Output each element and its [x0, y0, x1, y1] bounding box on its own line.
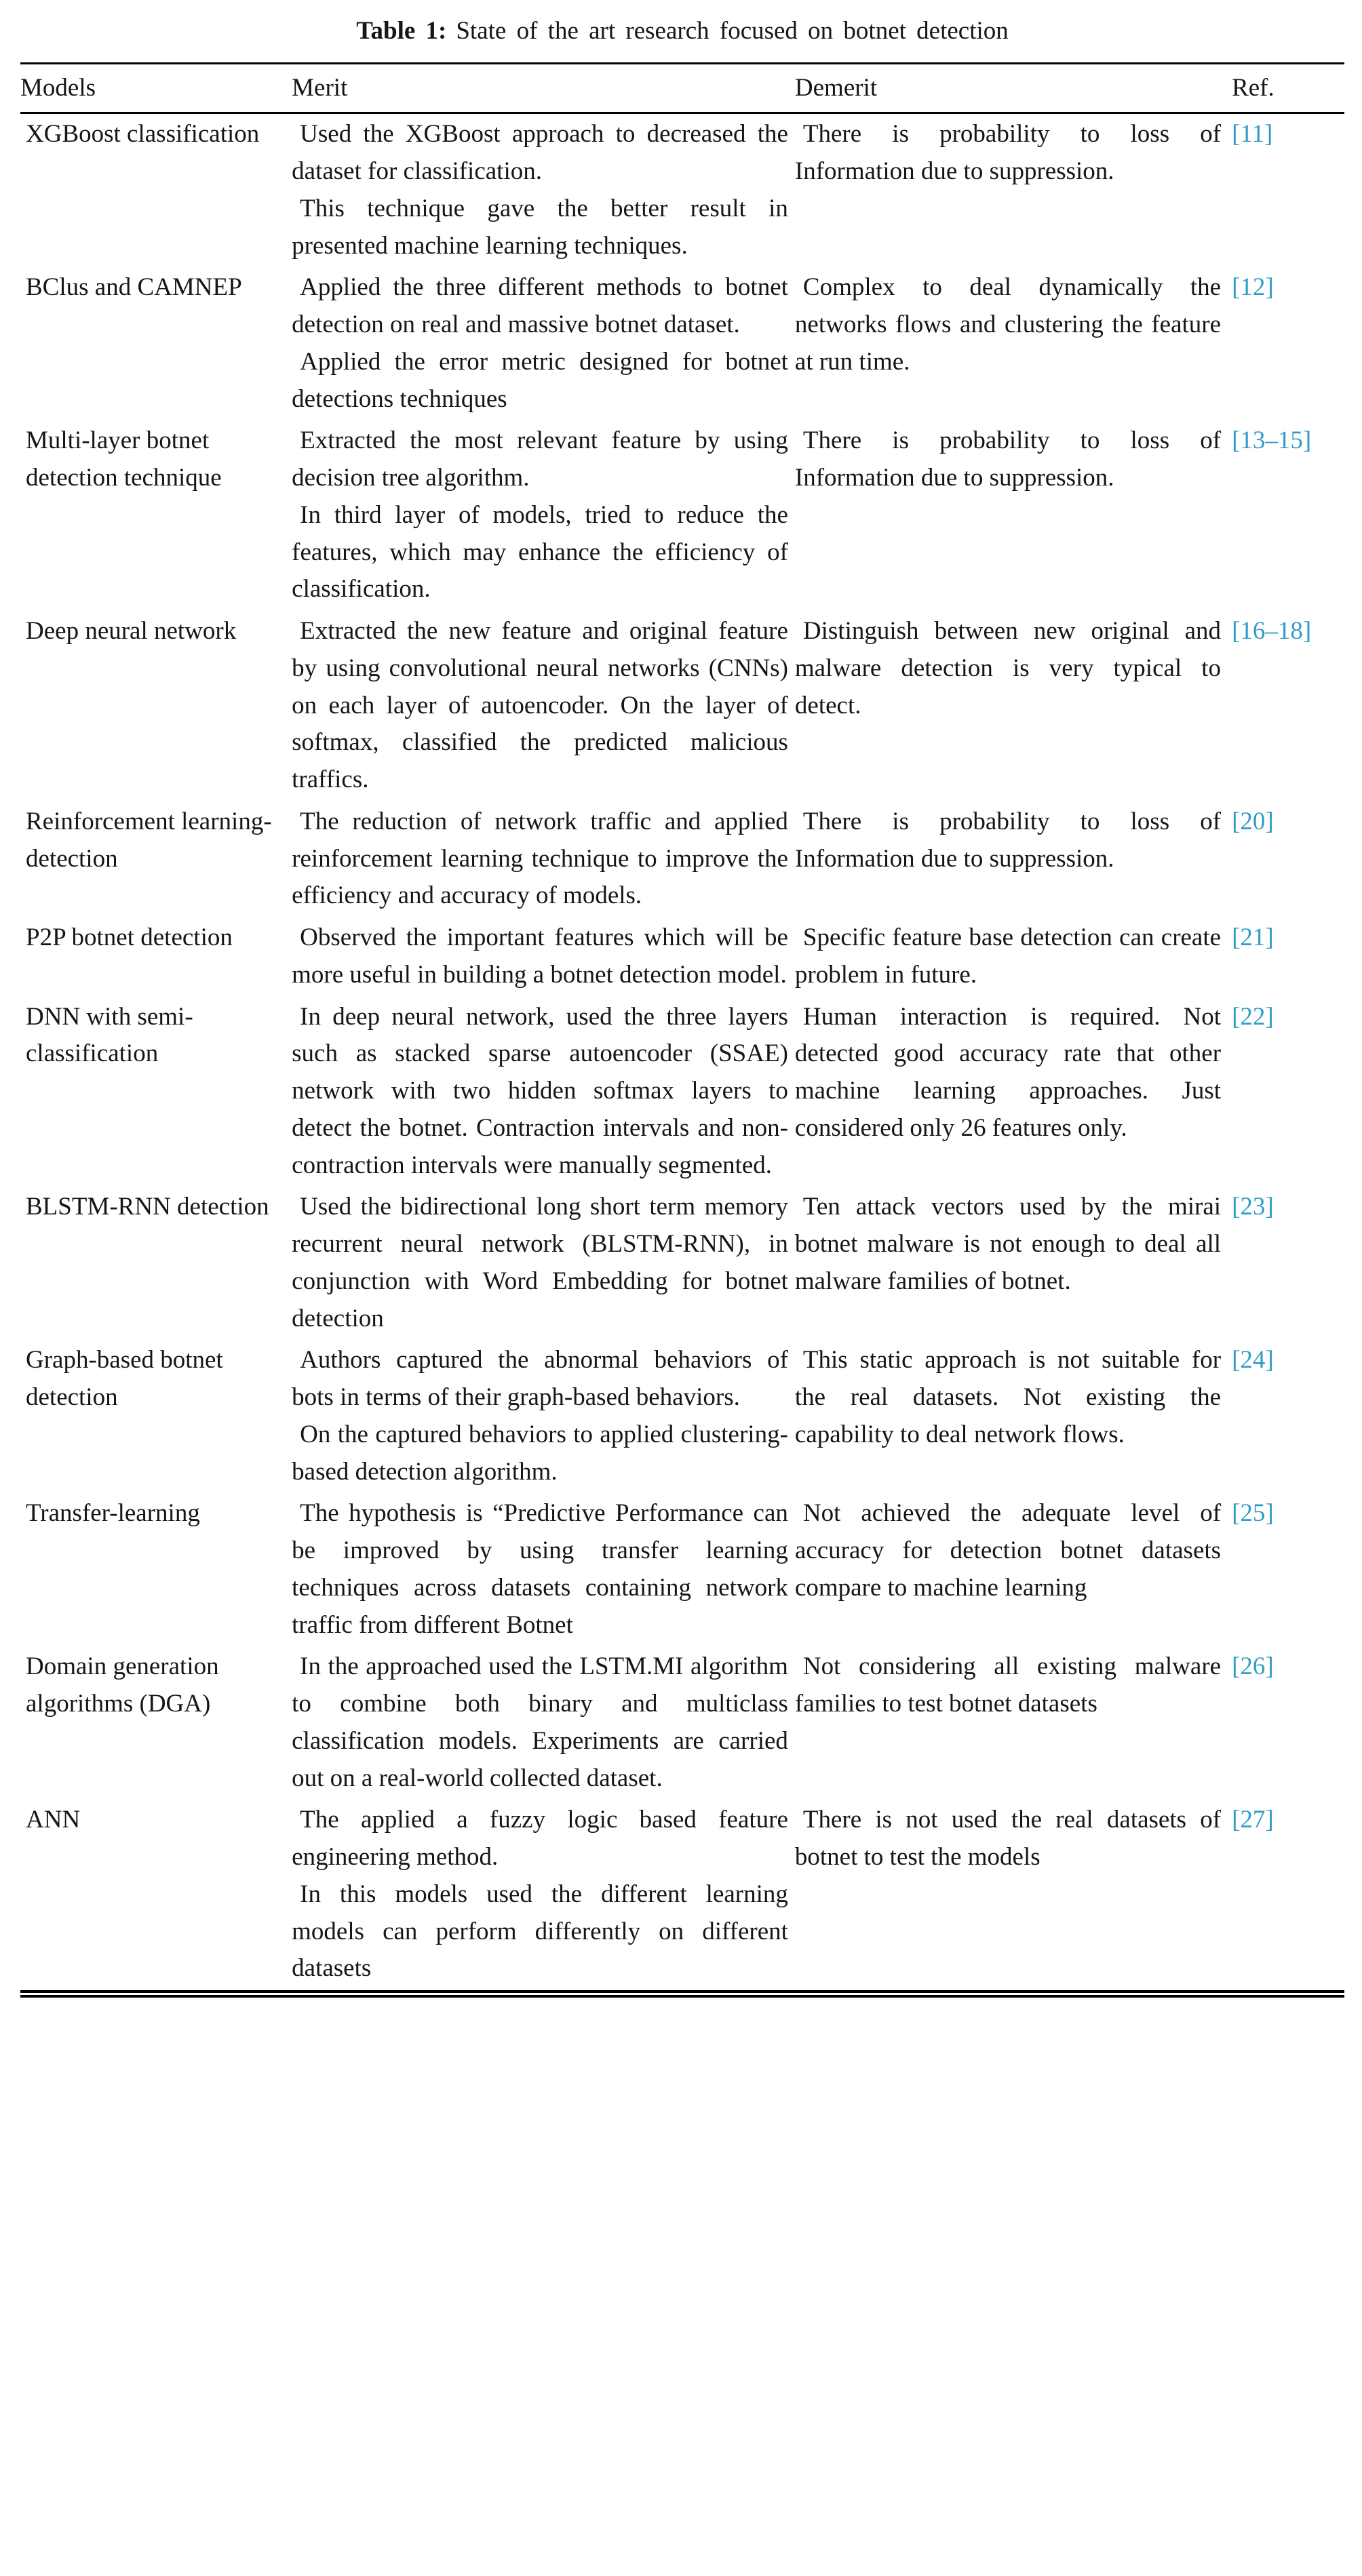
- table-head: [20, 64, 1344, 113]
- model-cell: P2P botnet detection: [26, 924, 233, 952]
- merit-paragraph: Used the bidirectional long short term memory recurrent neural network (BLSTM-RNN), in conjunction with Word Embedding for botnet detection: [292, 1193, 788, 1332]
- demerit-paragraph: There is probability to loss of Information due to suppression.: [794, 427, 1222, 492]
- merit-cell: [292, 997, 795, 1187]
- demerit-paragraph: Not considering all existing malware families to test botnet datasets: [794, 1652, 1222, 1718]
- demerit-paragraph: Human interaction is required. Not detected good accuracy rate that other machine learning approaches. Just considered only 26 features only.: [794, 1002, 1222, 1142]
- ref-cell: [1232, 1646, 1344, 1800]
- table-row: [20, 997, 1344, 1187]
- merit-paragraph: Extracted the most relevant feature by using decision tree algorithm.: [292, 427, 788, 492]
- merit-paragraph: This technique gave the better result in presented machine learning techniques.: [292, 194, 788, 260]
- demerit-paragraph: Ten attack vectors used by the mirai botnet malware is not enough to deal all malware families of botnet.: [794, 1193, 1222, 1295]
- table-row: [20, 801, 1344, 917]
- citation-link[interactable]: [20]: [1232, 807, 1274, 835]
- merit-cell: [292, 420, 795, 611]
- demerit-paragraph: Not achieved the adequate level of accuracy for detection botnet datasets compare to machine learning: [794, 1499, 1222, 1602]
- citation-link[interactable]: [16–18]: [1232, 617, 1312, 646]
- demerit-paragraph: Complex to deal dynamically the networks flows and clustering the feature at run time.: [794, 273, 1222, 376]
- model-cell: Transfer-learning: [26, 1499, 200, 1528]
- table-row: [20, 611, 1344, 801]
- demerit-cell: [795, 267, 1232, 420]
- citation-link[interactable]: [13–15]: [1232, 427, 1312, 455]
- merit-paragraph: Authors captured the abnormal behaviors of bots in terms of their graph-based behaviors.: [292, 1346, 788, 1412]
- demerit-cell: [795, 611, 1232, 801]
- citation-link[interactable]: [22]: [1232, 1002, 1274, 1031]
- citation-link[interactable]: [27]: [1232, 1806, 1274, 1834]
- merit-paragraph: In this models used the different learning models can perform differently on different datasets: [292, 1880, 788, 1983]
- ref-cell: [1232, 113, 1344, 268]
- model-cell: BLSTM-RNN detection: [26, 1193, 269, 1221]
- merit-cell: [292, 1187, 795, 1340]
- col-header-models: Models: [20, 64, 292, 113]
- merit-paragraph: In deep neural network, used the three layers such as stacked sparse autoencoder (SSAE) network with two hidden softmax layers to detect the botnet. Contraction intervals and non-contraction intervals were manually segmented.: [292, 1002, 788, 1179]
- table-body: [20, 113, 1344, 1994]
- table-row: [20, 1646, 1344, 1800]
- citation-link[interactable]: [24]: [1232, 1346, 1274, 1374]
- model-cell: BClus and CAMNEP: [26, 273, 242, 302]
- merit-paragraph: The applied a fuzzy logic based feature engineering method.: [292, 1806, 788, 1871]
- demerit-cell: [795, 917, 1232, 997]
- ref-cell: [1232, 611, 1344, 801]
- table-row: [20, 420, 1344, 611]
- demerit-cell: [795, 801, 1232, 917]
- demerit-paragraph: Specific feature base detection can create problem in future.: [794, 924, 1222, 989]
- citation-link[interactable]: [23]: [1232, 1193, 1274, 1221]
- demerit-cell: [795, 1646, 1232, 1800]
- demerit-paragraph: This static approach is not suitable for the real datasets. Not existing the capability to deal network flows.: [794, 1346, 1222, 1448]
- demerit-cell: [795, 1187, 1232, 1340]
- table-caption-label: Table 1:: [356, 17, 447, 45]
- demerit-cell: [795, 1340, 1232, 1493]
- demerit-paragraph: There is probability to loss of Information due to suppression.: [794, 120, 1222, 186]
- model-cell: Deep neural network: [26, 617, 237, 646]
- merit-cell: [292, 1646, 795, 1800]
- table-header-row: [20, 64, 1344, 113]
- citation-link[interactable]: [11]: [1232, 120, 1273, 148]
- merit-paragraph: In the approached used the LSTM.MI algorithm to combine both binary and multiclass classification models. Experiments are carried out on a real-world collected dataset.: [292, 1652, 788, 1792]
- ref-cell: [1232, 1340, 1344, 1493]
- demerit-cell: [795, 1800, 1232, 1994]
- demerit-cell: [795, 420, 1232, 611]
- merit-cell: [292, 1800, 795, 1994]
- table-caption-text: State of the art research focused on botnet detection: [456, 17, 1009, 45]
- ref-cell: [1232, 1187, 1344, 1340]
- model-cell: Multi-layer botnet detection technique: [26, 427, 222, 492]
- demerit-paragraph: There is probability to loss of Information due to suppression.: [794, 807, 1222, 873]
- demerit-cell: [795, 113, 1232, 268]
- model-cell: Domain generation algorithms (DGA): [26, 1652, 219, 1718]
- merit-cell: [292, 1340, 795, 1493]
- ref-cell: [1232, 420, 1344, 611]
- merit-paragraph: Applied the error metric designed for botnet detections techniques: [292, 347, 788, 413]
- merit-cell: [292, 917, 795, 997]
- merit-paragraph: Observed the important features which will be more useful in building a botnet detection model.: [292, 924, 788, 989]
- merit-paragraph: Applied the three different methods to botnet detection on real and massive botnet dataset.: [292, 273, 788, 339]
- ref-cell: [1232, 801, 1344, 917]
- citation-link[interactable]: [21]: [1232, 924, 1274, 952]
- model-cell: DNN with semi-classification: [26, 1002, 193, 1068]
- merit-paragraph: Extracted the new feature and original feature by using convolutional neural networks (CNNs) on each layer of autoencoder. On the layer of softmax, classified the predicted malicious traffics.: [292, 617, 788, 794]
- model-cell: Reinforcement learning-detection: [26, 807, 272, 873]
- ref-cell: [1232, 917, 1344, 997]
- ref-cell: [1232, 267, 1344, 420]
- merit-paragraph: The hypothesis is “Predictive Performance can be improved by using transfer learning techniques across datasets containing network traffic from different Botnet: [292, 1499, 788, 1639]
- demerit-paragraph: There is not used the real datasets of botnet to test the models: [794, 1806, 1222, 1871]
- merit-cell: [292, 267, 795, 420]
- merit-paragraph: On the captured behaviors to applied clustering-based detection algorithm.: [292, 1420, 788, 1486]
- merit-paragraph: In third layer of models, tried to reduce the features, which may enhance the efficiency of classification.: [292, 500, 788, 603]
- merit-cell: [292, 1493, 795, 1646]
- model-cell: XGBoost classification: [26, 120, 260, 148]
- ref-cell: [1232, 997, 1344, 1187]
- table-row: [20, 1187, 1344, 1340]
- merit-cell: [292, 611, 795, 801]
- merit-cell: [292, 113, 795, 268]
- citation-link[interactable]: [26]: [1232, 1652, 1274, 1681]
- citation-link[interactable]: [12]: [1232, 273, 1274, 302]
- model-cell: ANN: [26, 1806, 81, 1834]
- demerit-paragraph: Distinguish between new original and malware detection is very typical to detect.: [794, 617, 1222, 719]
- demerit-cell: [795, 997, 1232, 1187]
- table-row: [20, 917, 1344, 997]
- merit-paragraph: Used the XGBoost approach to decreased the dataset for classification.: [292, 120, 788, 186]
- table-row: [20, 1493, 1344, 1646]
- ref-cell: [1232, 1800, 1344, 1994]
- table-row: [20, 1340, 1344, 1493]
- col-header-merit: Merit: [292, 64, 795, 113]
- merit-paragraph: The reduction of network traffic and applied reinforcement learning technique to improve the efficiency and accuracy of models.: [292, 807, 788, 910]
- model-cell: Graph-based botnet detection: [26, 1346, 223, 1412]
- citation-link[interactable]: [25]: [1232, 1499, 1274, 1528]
- ref-cell: [1232, 1493, 1344, 1646]
- table-caption: [20, 15, 1344, 47]
- botnet-research-table: [20, 62, 1344, 1998]
- table-row: [20, 267, 1344, 420]
- merit-cell: [292, 801, 795, 917]
- table-row: [20, 1800, 1344, 1994]
- col-header-ref: Ref.: [1232, 64, 1344, 113]
- table-row: [20, 113, 1344, 268]
- col-header-demerit: Demerit: [795, 64, 1232, 113]
- demerit-cell: [795, 1493, 1232, 1646]
